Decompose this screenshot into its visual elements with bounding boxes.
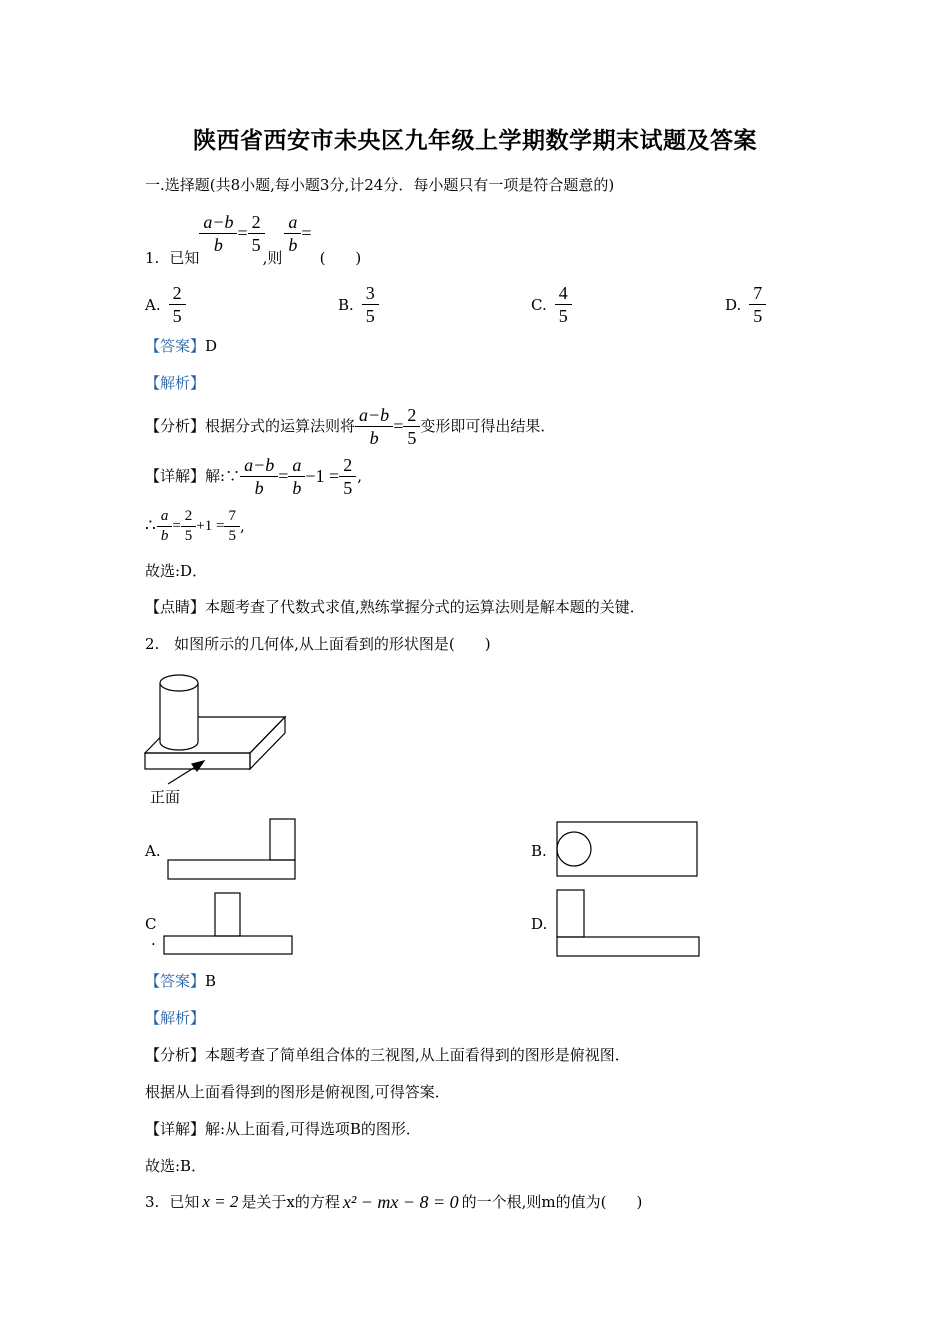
fraction-denominator: 5 (181, 526, 197, 546)
answer-tag: 【答案】 (145, 337, 206, 355)
question-prefix: 已知 (169, 249, 200, 267)
minus-one: −1 = (305, 466, 340, 486)
fraction-denominator: 5 (224, 526, 240, 546)
equals-sign: = (301, 223, 312, 243)
equals-sign: = (278, 466, 289, 486)
question-number: 2. (145, 635, 160, 653)
question-number: 1. (145, 249, 160, 267)
fraction-denominator: 5 (169, 304, 186, 327)
equals-sign: = (237, 223, 248, 243)
fraction-numerator: a (288, 211, 298, 232)
therefore-symbol: ∴ (145, 516, 156, 536)
comma: , (239, 517, 245, 535)
fraction-numerator: 2 (343, 454, 353, 475)
choose-line: 故选:B． (145, 1157, 207, 1175)
fenxi-tag: 【分析】 (145, 417, 206, 435)
fraction-denominator: 5 (749, 304, 766, 327)
cylinder (160, 683, 198, 750)
fraction-numerator: 2 (407, 404, 417, 425)
option-b-label: B. (531, 842, 547, 860)
question-3 (145, 1192, 642, 1212)
fraction-denominator: 5 (555, 304, 572, 327)
fraction-numerator: 3 (365, 283, 375, 303)
detail-pre: 解:∵ (205, 467, 241, 485)
fraction-numerator: 2 (172, 283, 182, 303)
fraction-numerator: 7 (228, 507, 236, 524)
fraction-denominator: b (284, 233, 301, 256)
option-c-base (164, 936, 292, 954)
fraction-denominator: b (157, 526, 173, 546)
analysis-line-2: 根据从上面看得到的图形是俯视图,可得答案． (145, 1083, 450, 1101)
fraction-numerator: a (160, 507, 169, 524)
analysis-line (145, 1045, 630, 1065)
option-label: C. (531, 295, 547, 314)
comment-text: 本题考查了代数式求值,熟练掌握分式的运算法则是解本题的关键． (205, 598, 645, 616)
fraction-numerator: a−b (244, 454, 275, 475)
answer-tag: 【答案】 (145, 972, 206, 990)
detail-tag: 【详解】 (145, 467, 206, 485)
answer-value: D (205, 337, 218, 355)
option-label: A. (145, 295, 161, 314)
fraction-denominator: 5 (248, 233, 265, 256)
fraction-numerator: 7 (753, 283, 763, 303)
option-a-post (270, 819, 295, 860)
fenxi-text-post: 变形即可得出结果． (420, 417, 556, 435)
fraction-denominator: b (199, 233, 237, 256)
fraction-denominator: b (355, 426, 393, 449)
fraction-denominator: 5 (362, 304, 379, 327)
comment-tag: 【点睛】 (145, 598, 206, 616)
fraction-numerator: a−b (203, 211, 234, 232)
question-text: 如图所示的几何体,从上面看到的形状图是( ) (174, 635, 491, 653)
detail-line (145, 1119, 421, 1139)
answer-paren: ( ) (319, 249, 362, 267)
option-c-label: C (145, 915, 157, 933)
question-mid: 是关于x的方程 (241, 1193, 340, 1211)
document-title: 陕西省西安市未央区九年级上学期数学期末试题及答案 (193, 128, 757, 154)
option-label: D. (725, 295, 742, 314)
analysis-tag: 【解析】 (145, 374, 206, 392)
option-a-label: A. (145, 842, 161, 860)
option-label: B. (338, 295, 354, 314)
fraction-numerator: 2 (184, 507, 193, 524)
option-b-rect (557, 822, 697, 876)
fraction-numerator: 4 (558, 283, 568, 303)
fenxi-tag: 【分析】 (145, 1046, 206, 1064)
option-d-label: D. (531, 915, 548, 933)
equals-sign: = (172, 518, 181, 534)
question-prefix: 已知 (169, 1193, 200, 1211)
choose-line: 故选:D． (145, 562, 208, 580)
question-number: 3. (145, 1193, 160, 1211)
question-suffix: 的一个根,则m的值为( ) (461, 1193, 643, 1211)
fraction-numerator: a (292, 454, 302, 475)
plus-one: +1 = (196, 518, 225, 534)
option-b-circle (557, 832, 591, 866)
fenxi-text: 本题考查了简单组合体的三视图,从上面看得到的图形是俯视图． (205, 1046, 630, 1064)
answer-value: B (205, 972, 217, 990)
option-a-base (168, 860, 295, 879)
fraction-denominator: 5 (403, 426, 420, 449)
slab-side-face (250, 717, 285, 769)
analysis-tag: 【解析】 (145, 1009, 206, 1027)
fraction-numerator: 2 (251, 211, 261, 232)
front-label: 正面 (150, 788, 181, 806)
option-c-dot: . (151, 931, 156, 949)
fraction-denominator: b (288, 476, 305, 499)
answer-line (145, 971, 216, 991)
fraction-denominator: b (240, 476, 278, 499)
option-d-post (557, 890, 584, 937)
equals-sign: = (393, 416, 404, 436)
detail-tag: 【详解】 (145, 1120, 206, 1138)
cylinder-top (160, 675, 198, 691)
detail-text: 解:从上面看,可得选项B的图形． (205, 1120, 421, 1138)
then-text: ,则 (262, 249, 283, 267)
option-d-base (557, 937, 699, 956)
fenxi-text-pre: 根据分式的运算法则将 (205, 417, 356, 435)
equation: x² − mx − 8 = 0 (342, 1192, 459, 1212)
x-equals: x = 2 (202, 1192, 239, 1211)
fraction-denominator: 5 (339, 476, 356, 499)
fraction-numerator: a−b (359, 404, 390, 425)
section-heading: 一.选择题(共8小题,每小题3分,计24分．每小题只有一项是符合题意的) (145, 176, 615, 194)
option-c-post (215, 893, 240, 936)
comma: , (357, 467, 362, 485)
